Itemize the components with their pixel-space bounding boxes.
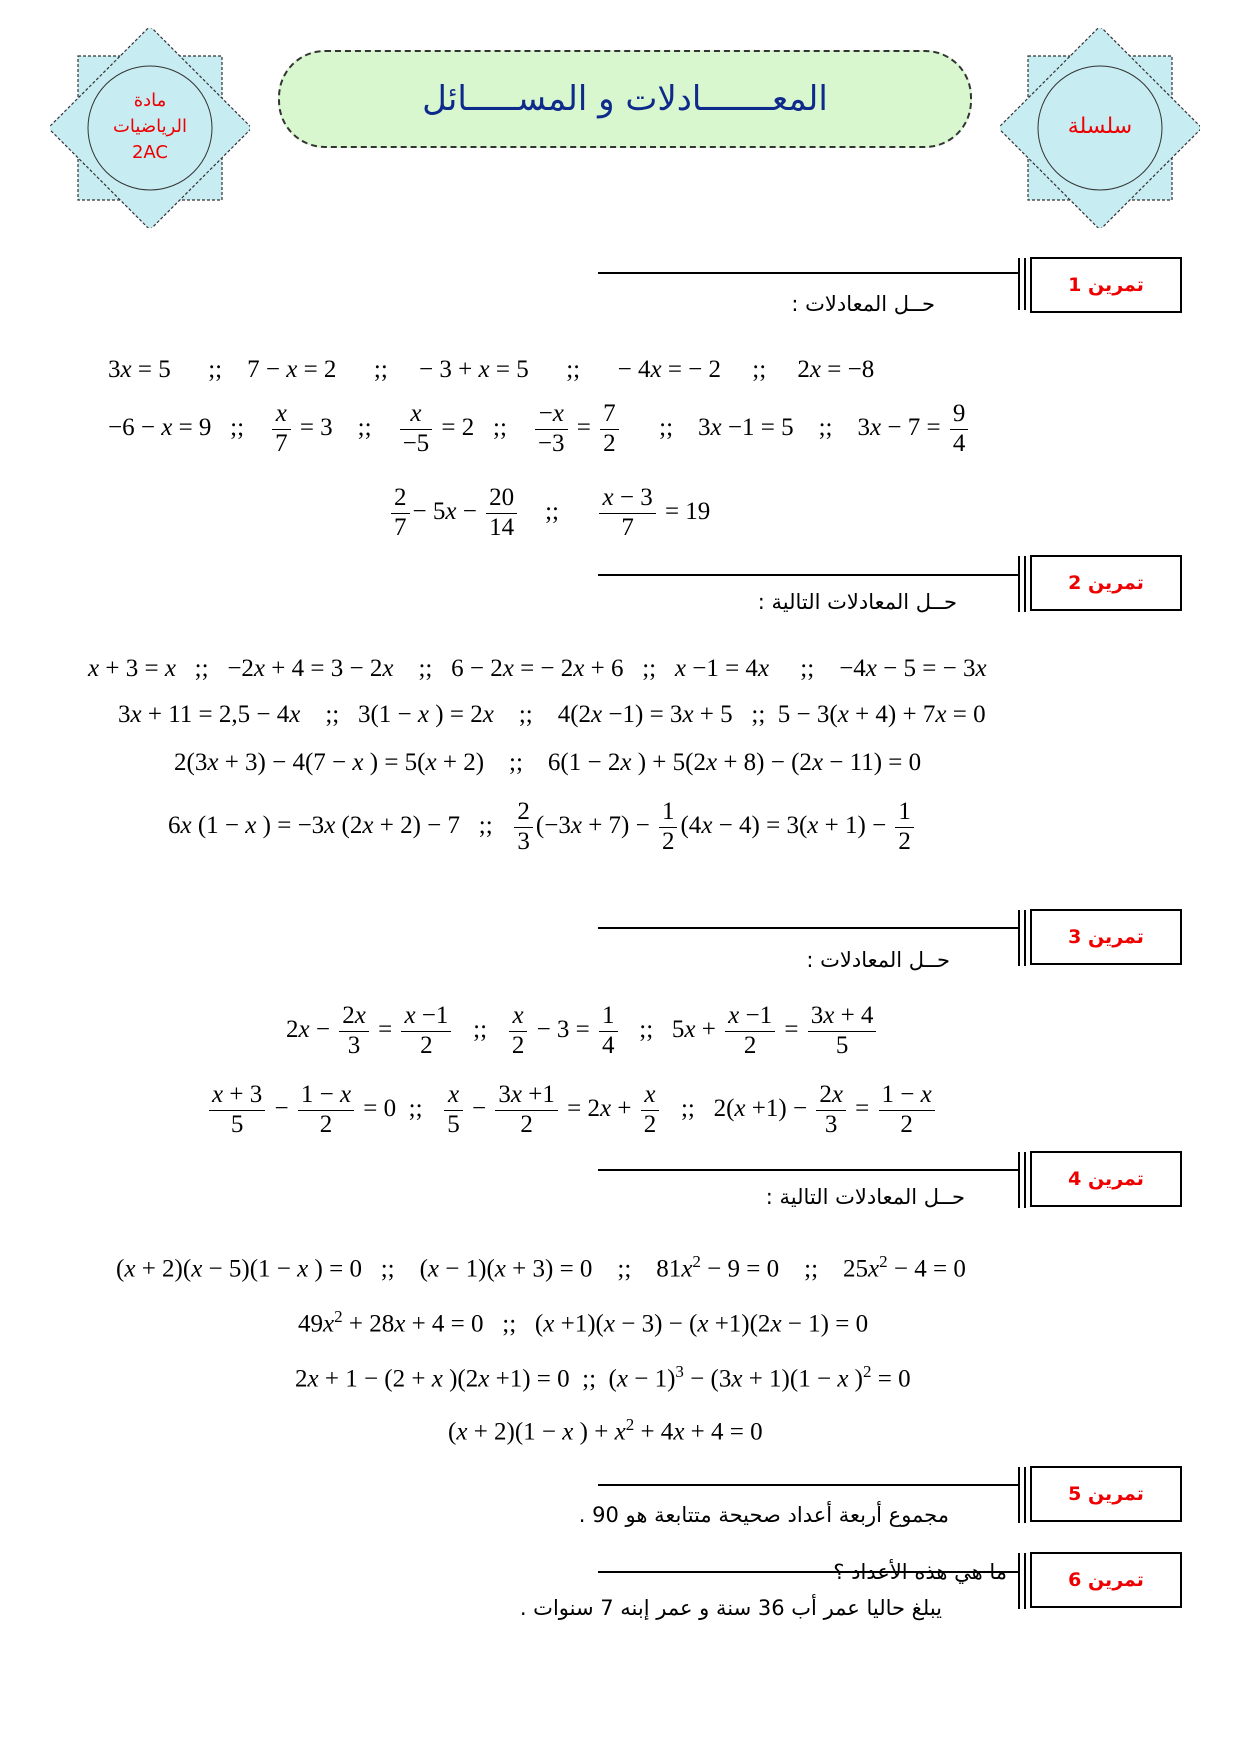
equation-line: (x + 2)(x − 5)(1 − x ) = 0 ;; (x − 1)(x + 3) = 0 ;; $81x^2 - 9 = 0$ ;; $25x^2 - 4 = 0$ [116,1252,966,1283]
section-divider [1024,1467,1026,1523]
equation-line: $49x^2 + 28x + 4 = 0$ ;; (x +1)(x − 3) − (x +1)(2x − 1) = 0 [298,1307,869,1338]
badge-line3: 2AC [131,142,169,163]
section-divider [1024,1553,1026,1609]
series-label: سلسلة [1067,114,1133,139]
exercise-4-label: تمرين 4 [1068,1168,1144,1190]
exercise-6-label: تمرين 6 [1068,1569,1144,1591]
equation-line: $\frac{2}{7}$ − 5x − $\frac{20}{14}$ ;; $\frac{x - 3}{7}$ = 19 [388,484,710,543]
section-rule [598,927,1018,929]
page-title-box [278,50,972,148]
equation-line: 2(3x + 3) − 4(7 − x ) = 5(x + 2) ;; 6(1 − 2x ) + 5(2x + 8) − (2x − 11) = 0 [174,749,922,776]
section-rule [598,1484,1018,1486]
badge-line1: مادة [133,90,167,111]
exercise-1-instruction: حــل المعادلات : [791,292,935,316]
section-divider [1018,556,1020,612]
equation-line: −6 − x = 9 ;; $\frac{x}{7}$ = 3 ;; $\frac{x}{-5}$ = 2 ;; $\frac{-x}{-3}$ = $\frac{7}{2}$ ;; 3x −1 = 5 ;; 3x − 7 = $\frac{9}{4}$ [108,400,971,459]
subject-badge [50,28,250,228]
page-title: المعـــــــادلات و المســـــائل [422,79,828,119]
equation-line: $\frac{x + 3}{5}$ − $\frac{1 - x}{2}$ = 0 ;; $\frac{x}{5}$ − $\frac{3x +1}{2}$ = 2x + $\frac{x}{2}$ ;; 2(x +1) − $\frac{2x}{3}$ = $\frac{1 - x}{2}$ [206,1081,938,1140]
exercise-6-text: يبلغ حاليا عمر أب 36 سنة و عمر إبنه 7 سنوات . [519,1596,942,1620]
equation-line: 2x + 1 − (2 + x )(2x +1) = 0 ;; $(x - 1)^3 - (3x + 1)(1 - x$ )$^2$ = 0 [295,1362,911,1393]
exercise-4-instruction: حــل المعادلات التالية : [765,1185,965,1209]
section-divider [1024,556,1026,612]
equation-line: 3x = 5 ;; 7 − x = 2 ;; − 3 + x = 5 ;; − 4x = − 2 ;; 2x = −8 [108,356,875,383]
badge-line2: الرياضيات [112,116,188,137]
section-divider [1018,258,1020,310]
exercise-5-label-box [1030,1466,1182,1522]
section-rule [598,1169,1018,1171]
equation-line: 2x − $\frac{2x}{3}$ = $\frac{x -1}{2}$ ;; $\frac{x}{2}$ − 3 = $\frac{1}{4}$ ;; 5x + $\frac{x -1}{2}$ = $\frac{3x + 4}{5}$ [286,1002,879,1061]
exercise-2-instruction: حــل المعادلات التالية : [757,590,957,614]
exercise-1-label: تمرين 1 [1068,274,1144,296]
section-divider [1018,1152,1020,1208]
exercise-2-label: تمرين 2 [1068,572,1144,594]
section-divider [1024,1152,1026,1208]
exercise-5-question: ما هي هذه الأعداد ؟ [833,1560,1007,1584]
section-divider [1024,910,1026,966]
section-rule [598,272,1018,274]
equation-line: x + 3 = x ;; −2x + 4 = 3 − 2x ;; 6 − 2x = − 2x + 6 ;; x −1 = 4x ;; −4x − 5 = − 3x [88,655,987,682]
section-rule [598,1571,1018,1573]
exercise-5-text: مجموع أربعة أعداد صحيحة متتابعة هو 90 . [578,1503,949,1527]
section-divider [1024,258,1026,310]
section-divider [1018,1467,1020,1523]
exercise-5-label: تمرين 5 [1068,1483,1144,1505]
equation-line: (x + 2)(1 − x ) + $x^2 + 4x + 4 = 0$ [448,1415,763,1446]
section-divider [1018,1553,1020,1609]
equation-line: 3x + 11 = 2,5 − 4x ;; 3(1 − x ) = 2x ;; 4(2x −1) = 3x + 5 ;; 5 − 3(x + 4) + 7x = 0 [118,701,986,728]
exercise-4-label-box [1030,1151,1182,1207]
section-divider [1018,910,1020,966]
exercise-3-label-box [1030,909,1182,965]
exercise-1-label-box [1030,257,1182,313]
exercise-2-label-box [1030,555,1182,611]
section-rule [598,574,1018,576]
equation-line: 6x (1 − x ) = −3x (2x + 2) − 7 ;; $\frac{2}{3}$ (−3x + 7) − $\frac{1}{2}$ (4x − 4) = 3(x + 1) − $\frac{1}{2}$ [168,798,917,857]
exercise-3-instruction: حــل المعادلات : [806,948,950,972]
exercise-6-label-box [1030,1552,1182,1608]
series-badge [1000,28,1200,228]
exercise-3-label: تمرين 3 [1068,926,1144,948]
